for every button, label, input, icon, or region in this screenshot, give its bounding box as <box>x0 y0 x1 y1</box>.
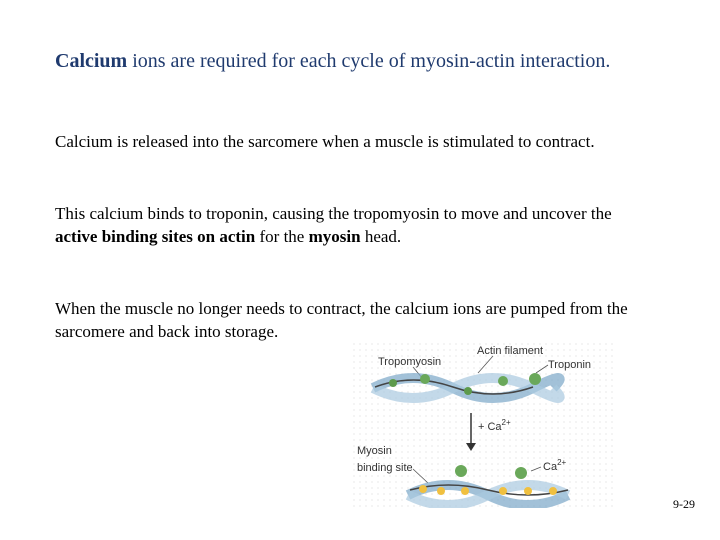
label-ca-add: + $Ca^{2+}$ <box>478 418 511 433</box>
label-troponin: Troponin <box>548 359 592 371</box>
title-rest: ions are required for each cycle of myosin-actin interaction. <box>127 50 611 72</box>
p2-b: active binding sites on actin <box>55 227 256 246</box>
title-bold: Calcium <box>55 50 128 72</box>
paragraph-release: Calcium is released into the sarcomere when a muscle is stimulated to contract. <box>55 132 595 151</box>
paragraph-binding <box>55 202 655 248</box>
p2-d: myosin <box>308 227 361 246</box>
label-actin-filament: Actin filament <box>477 345 544 357</box>
label-tropomyosin: Tropomyosin <box>378 356 442 368</box>
troponin-diagram <box>353 343 613 508</box>
p2-c: for the <box>255 227 309 246</box>
label-ca: $Ca^{2+}$ <box>543 458 567 473</box>
label-myosin: Myosin <box>357 445 392 457</box>
p2-e: head. <box>360 227 402 246</box>
slide-title <box>55 48 655 74</box>
paragraph-storage: When the muscle no longer needs to contract, the calcium ions are pumped from the sarcomere and back into storage. <box>55 299 628 341</box>
p2-a: This calcium binds to troponin, causing the tropomyosin to move and uncover the <box>55 204 612 223</box>
label-binding-site: binding site <box>357 462 413 474</box>
page-number: 9-29 <box>673 497 695 511</box>
